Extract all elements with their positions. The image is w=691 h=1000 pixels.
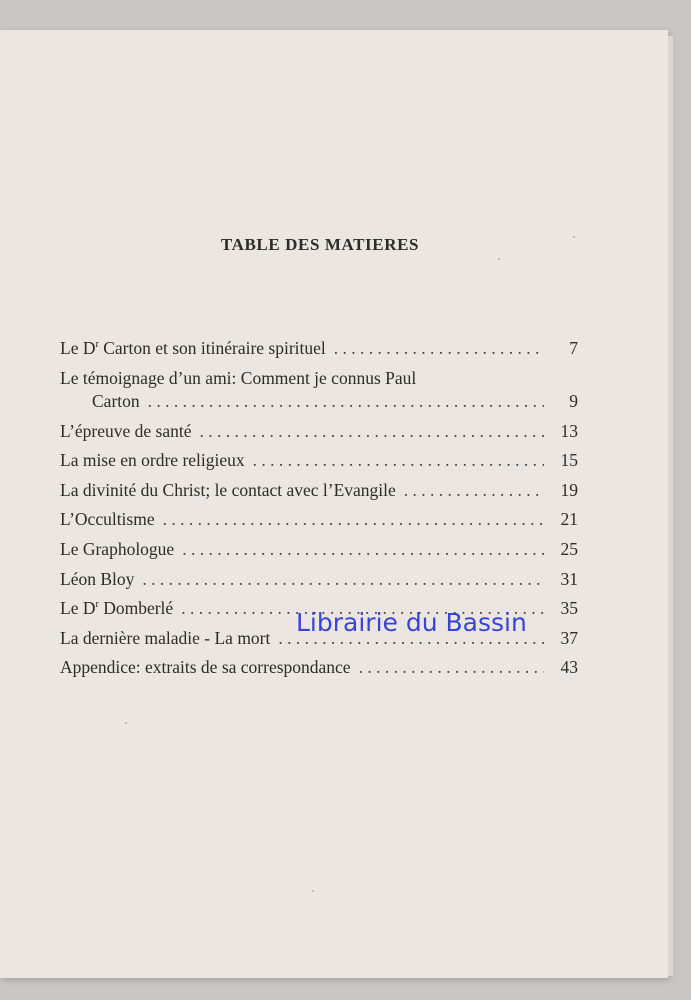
toc-entry-page: 31 — [560, 568, 578, 589]
toc-entry-page: 25 — [560, 538, 578, 559]
book-page — [0, 30, 668, 978]
page-title: TABLE DES MATIERES — [220, 235, 420, 254]
toc-entry-page: 7 — [569, 338, 578, 358]
toc-entry-label: Le $D^r$ Carton et son itinéraire spirituel — [60, 338, 326, 358]
leader-dots — [163, 509, 544, 530]
toc-entry-label: Appendice: extraits de sa correspondance — [60, 657, 351, 678]
seller-watermark: Librairie du Bassin — [296, 608, 527, 637]
toc-entry — [60, 657, 578, 687]
toc-entry-page: 15 — [560, 450, 578, 471]
page-edge — [668, 36, 673, 976]
toc-entry-page: 21 — [560, 509, 578, 530]
toc-entry-label: Le Graphologue — [60, 538, 175, 559]
leader-dots — [253, 450, 544, 471]
toc-entry-label: Léon Bloy — [60, 568, 135, 589]
toc-entry — [60, 338, 578, 368]
toc-entry-label: La mise en ordre religieux — [60, 450, 245, 471]
leader-dots — [182, 539, 544, 560]
toc-entry-label: Le témoignage d’un ami: Comment je connus Paul — [60, 368, 417, 388]
toc-entry-label: L’épreuve de santé — [60, 420, 192, 441]
toc-entry-page: 9 — [569, 391, 578, 411]
leader-dots — [404, 480, 544, 501]
toc-entry-label: Le $D^r$ Domberlé — [60, 598, 174, 619]
toc-entry-page: 13 — [560, 420, 578, 441]
toc-entry-page: 43 — [560, 657, 578, 678]
toc-entry — [60, 480, 578, 510]
toc-entry-continuation — [60, 391, 578, 421]
toc-entry-label: La divinité du Christ; le contact avec l’Evangile — [60, 479, 396, 500]
toc-entry-page: 19 — [560, 479, 578, 500]
leader-dots — [148, 391, 544, 412]
toc-entry — [60, 539, 578, 569]
toc-entry-label: L’Occultisme — [60, 509, 155, 530]
toc-entry-page: 37 — [560, 627, 578, 648]
toc-entry-page: 35 — [560, 598, 578, 619]
toc-entry — [60, 509, 578, 539]
toc-entry-label: Carton — [92, 391, 140, 411]
toc-entry-label: La dernière maladie - La mort — [60, 627, 271, 648]
toc-entry — [60, 421, 578, 451]
leader-dots — [334, 338, 544, 359]
leader-dots — [142, 569, 544, 590]
toc-entry — [60, 569, 578, 599]
leader-dots — [200, 421, 544, 442]
leader-dots — [359, 657, 544, 678]
toc-entry — [60, 450, 578, 480]
toc-entry — [60, 368, 578, 391]
